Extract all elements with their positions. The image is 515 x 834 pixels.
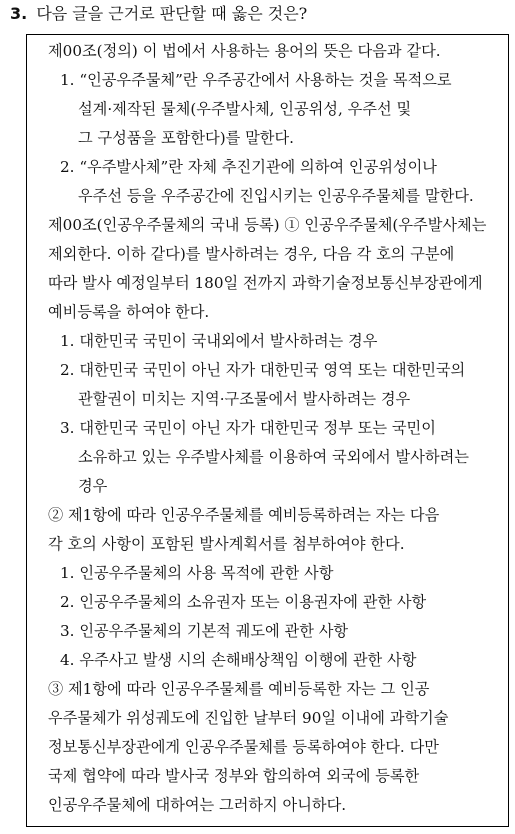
passage-line: 제00조(정의) 이 법에서 사용하는 용어의 뜻은 다음과 같다. xyxy=(48,42,441,60)
passage-line: 2. 인공우주물체의 소유권자 또는 이용권자에 관한 사항 xyxy=(60,593,427,611)
passage-line: 따라 발사 예정일부터 180일 전까지 과학기술정보통신부장관에게 xyxy=(48,274,483,292)
passage-line: 2. “우주발사체”란 자체 추진기관에 의하여 인공위성이나 xyxy=(60,158,437,176)
passage-line: 우주선 등을 우주공간에 진입시키는 인공우주물체를 말한다. xyxy=(78,187,474,205)
passage-line: 소유하고 있는 우주발사체를 이용하여 국외에서 발사하려는 xyxy=(78,448,469,466)
passage-line: 4. 우주사고 발생 시의 손해배상책임 이행에 관한 사항 xyxy=(60,651,417,669)
passage-line: 1. 대한민국 국민이 국내외에서 발사하려는 경우 xyxy=(60,332,378,350)
passage-line: ② 제1항에 따라 인공우주물체를 예비등록하려는 자는 다음 xyxy=(48,506,440,524)
passage-line: 3. 대한민국 국민이 아닌 자가 대한민국 정부 또는 국민이 xyxy=(60,419,436,437)
passage-line: 국제 협약에 따라 발사국 정부와 합의하여 외국에 등록한 xyxy=(48,767,420,785)
question-number: 3. xyxy=(10,4,28,23)
passage-line: 우주물체가 위성궤도에 진입한 날부터 90일 이내에 과학기술 xyxy=(48,709,449,727)
question-heading xyxy=(10,4,307,24)
passage-line: 예비등록을 하여야 한다. xyxy=(48,303,210,321)
passage-line: 각 호의 사항이 포함된 발사계획서를 첨부하여야 한다. xyxy=(48,535,405,553)
passage-line: 3. 인공우주물체의 기본적 궤도에 관한 사항 xyxy=(60,622,349,640)
passage-line: 제00조(인공우주물체의 국내 등록) ① 인공우주물체(우주발사체는 xyxy=(48,216,487,234)
passage-line: 정보통신부장관에게 인공우주물체를 등록하여야 한다. 다만 xyxy=(48,738,439,756)
passage-line: 2. 대한민국 국민이 아닌 자가 대한민국 영역 또는 대한민국의 xyxy=(60,361,466,379)
passage-line: 경우 xyxy=(78,477,108,495)
passage-line: 제외한다. 이하 같다)를 발사하려는 경우, 다음 각 호의 구분에 xyxy=(48,245,455,263)
passage-line: 인공우주물체에 대하여는 그러하지 아니하다. xyxy=(48,796,347,814)
passage-line: 그 구성품을 포함한다)를 말한다. xyxy=(78,129,294,147)
passage-line: 1. 인공우주물체의 사용 목적에 관한 사항 xyxy=(60,564,334,582)
passage-line: 설계·제작된 물체(우주발사체, 인공위성, 우주선 및 xyxy=(78,100,412,118)
question-text: 다음 글을 근거로 판단할 때 옳은 것은? xyxy=(36,4,308,23)
passage-line: ③ 제1항에 따라 인공우주물체를 예비등록한 자는 그 인공 xyxy=(48,680,430,698)
passage-line: 1. “인공우주물체”란 우주공간에서 사용하는 것을 목적으로 xyxy=(60,71,452,89)
passage-line: 관할권이 미치는 지역·구조물에서 발사하려는 경우 xyxy=(78,390,411,408)
